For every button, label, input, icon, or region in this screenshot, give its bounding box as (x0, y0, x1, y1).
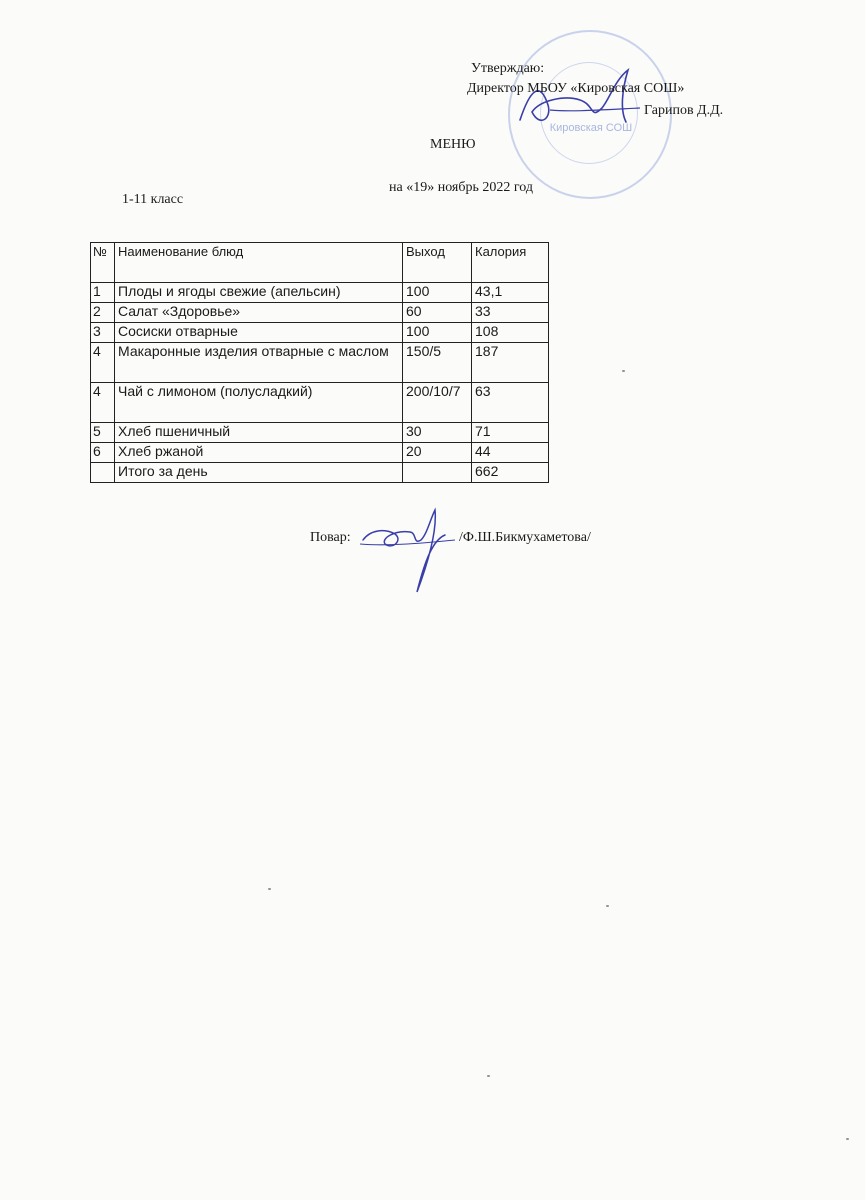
table-row (91, 323, 549, 343)
header-yield: Выход (403, 243, 472, 283)
approval-position: Директор МБОУ «Кировская СОШ» (467, 81, 685, 96)
row-yield: 20 (403, 443, 472, 463)
row-calories: 44 (472, 443, 549, 463)
cook-label: Повар: (310, 530, 351, 545)
total-yield-empty (403, 463, 472, 483)
row-calories: 33 (472, 303, 549, 323)
total-calories: 662 (472, 463, 549, 483)
row-calories: 63 (472, 383, 549, 423)
row-calories: 187 (472, 343, 549, 383)
scan-speck (606, 905, 609, 907)
approval-director-name: Гарипов Д.Д. (644, 103, 724, 118)
row-yield: 100 (403, 283, 472, 303)
scan-speck (846, 1138, 849, 1140)
row-name: Салат «Здоровье» (115, 303, 403, 323)
table-row (91, 303, 549, 323)
row-name: Чай с лимоном (полусладкий) (115, 383, 403, 423)
row-num: 4 (91, 383, 115, 423)
menu-date: на «19» ноябрь 2022 год (389, 180, 533, 195)
total-num-empty (91, 463, 115, 483)
header-name: Наименование блюд (115, 243, 403, 283)
table-total-row (91, 463, 549, 483)
table-header-row (91, 243, 549, 283)
row-calories: 43,1 (472, 283, 549, 303)
stamp-text: Кировская СОШ (549, 122, 633, 134)
scan-speck (268, 888, 271, 890)
approval-heading: Утверждаю: (471, 61, 545, 76)
row-yield: 30 (403, 423, 472, 443)
row-name: Хлеб пшеничный (115, 423, 403, 443)
cook-name: /Ф.Ш.Бикмухаметова/ (459, 530, 591, 545)
row-num: 2 (91, 303, 115, 323)
row-yield: 100 (403, 323, 472, 343)
row-calories: 71 (472, 423, 549, 443)
scan-speck (487, 1075, 490, 1077)
row-yield: 150/5 (403, 343, 472, 383)
row-num: 1 (91, 283, 115, 303)
table-row (91, 343, 549, 383)
cook-signature (355, 500, 465, 600)
row-name: Хлеб ржаной (115, 443, 403, 463)
row-num: 4 (91, 343, 115, 383)
header-num: № (91, 243, 115, 283)
row-num: 3 (91, 323, 115, 343)
row-name: Сосиски отварные (115, 323, 403, 343)
row-yield: 200/10/7 (403, 383, 472, 423)
menu-table (90, 242, 549, 483)
row-yield: 60 (403, 303, 472, 323)
table-row (91, 443, 549, 463)
total-label: Итого за день (115, 463, 403, 483)
table-row (91, 383, 549, 423)
row-num: 6 (91, 443, 115, 463)
table-row (91, 283, 549, 303)
row-num: 5 (91, 423, 115, 443)
document-title: МЕНЮ (430, 137, 476, 152)
row-calories: 108 (472, 323, 549, 343)
scan-speck (622, 370, 625, 372)
row-name: Макаронные изделия отварные с маслом (115, 343, 403, 383)
grade-range: 1-11 класс (122, 192, 184, 207)
row-name: Плоды и ягоды свежие (апельсин) (115, 283, 403, 303)
table-row (91, 423, 549, 443)
header-calories: Калория (472, 243, 549, 283)
